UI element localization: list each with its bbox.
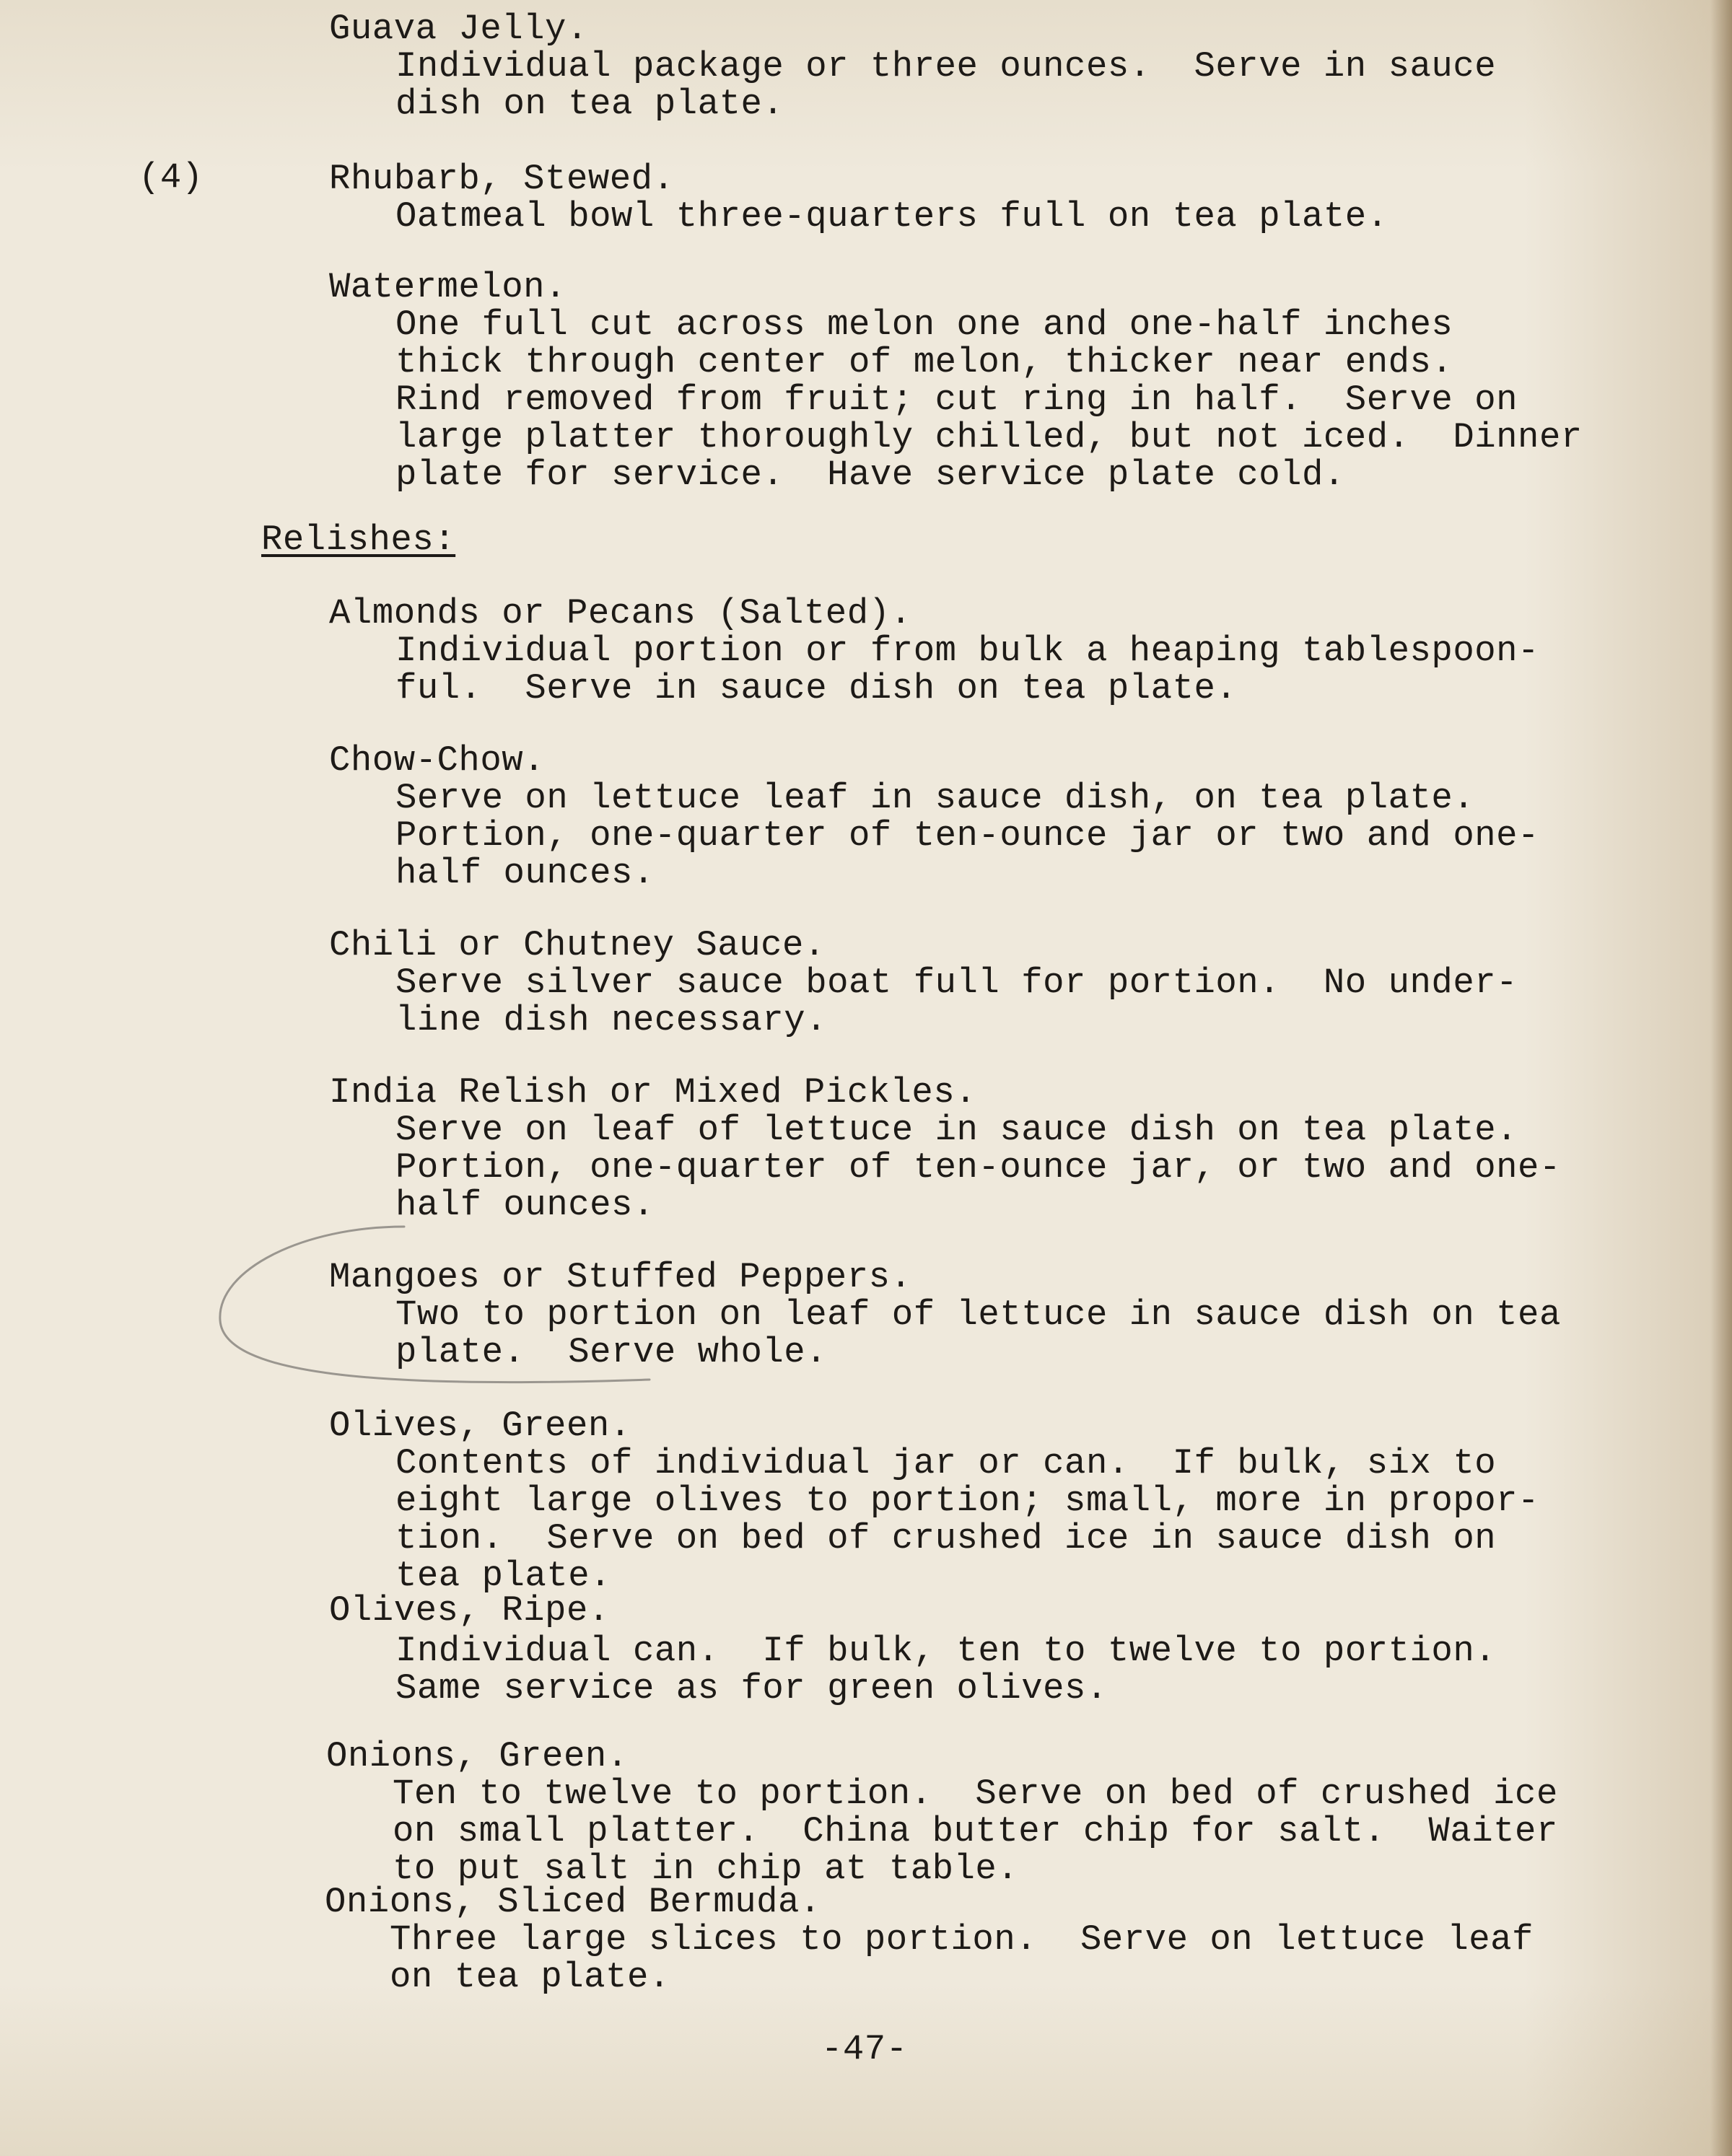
entry-text: Individual package or three ounces. Serve in sauce <box>395 46 1497 87</box>
entry-text: on tea plate. <box>390 1957 670 1997</box>
entry-text: Portion, one-quarter of ten-ounce jar, or two and one- <box>395 1147 1561 1188</box>
entry-text: ful. Serve in sauce dish on tea plate. <box>395 668 1238 709</box>
entry-text: Serve silver sauce boat full for portion. No under- <box>395 963 1518 1003</box>
entry-text: tea plate. <box>395 1556 612 1596</box>
entry-title: Guava Jelly. <box>329 9 588 49</box>
entry-title: Onions, Sliced Bermuda. <box>325 1882 821 1922</box>
entry-title: India Relish or Mixed Pickles. <box>329 1072 977 1113</box>
entry-title: Watermelon. <box>329 267 567 307</box>
entry-title: Almonds or Pecans (Salted). <box>329 593 912 634</box>
entry-text: tion. Serve on bed of crushed ice in sauce dish on <box>395 1518 1497 1559</box>
entry-text: Oatmeal bowl three-quarters full on tea plate. <box>395 196 1388 237</box>
entry-text: half ounces. <box>395 853 655 893</box>
entry-title: Mangoes or Stuffed Peppers. <box>329 1257 912 1297</box>
entry-text: plate. Serve whole. <box>395 1332 828 1372</box>
entry-text: Three large slices to portion. Serve on lettuce leaf <box>390 1919 1534 1960</box>
entry-text: plate for service. Have service plate cold. <box>395 455 1345 495</box>
entry-text: large platter thoroughly chilled, but not iced. Dinner <box>395 417 1583 457</box>
entry-title: Chow-Chow. <box>329 740 546 781</box>
entry-text: Ten to twelve to portion. Serve on bed of crushed ice <box>393 1774 1558 1814</box>
entry-text: Contents of individual jar or can. If bulk, six to <box>395 1443 1497 1484</box>
entry-text: half ounces. <box>395 1185 655 1225</box>
entry-text: Individual can. If bulk, ten to twelve to portion. <box>395 1631 1497 1671</box>
entry-text: dish on tea plate. <box>395 84 784 124</box>
entry-title: Olives, Green. <box>329 1406 631 1446</box>
entry-text: thick through center of melon, thicker near ends. <box>395 342 1453 382</box>
entry-text: Two to portion on leaf of lettuce in sauce dish on tea <box>395 1294 1561 1335</box>
entry-title: Rhubarb, Stewed. <box>329 159 675 199</box>
entry-text: Rind removed from fruit; cut ring in half. Serve on <box>395 380 1518 420</box>
entry-title: Onions, Green. <box>326 1736 629 1776</box>
section-heading: Relishes: <box>261 520 456 560</box>
entry-text: One full cut across melon one and one-half inches <box>395 304 1453 345</box>
page-number: -47- <box>821 2029 908 2069</box>
entry-text: line dish necessary. <box>395 1000 828 1040</box>
entry-text: Portion, one-quarter of ten-ounce jar or two and one- <box>395 815 1539 856</box>
entry-text: Serve on leaf of lettuce in sauce dish on tea plate. <box>395 1110 1518 1150</box>
entry-text: on small platter. China butter chip for salt. Waiter <box>393 1811 1558 1852</box>
section-number: (4) <box>139 157 204 198</box>
entry-title: Olives, Ripe. <box>329 1590 610 1631</box>
page-edge-shadow <box>1710 0 1732 2156</box>
entry-text: Individual portion or from bulk a heaping tablespoon- <box>395 631 1539 671</box>
entry-text: to put salt in chip at table. <box>393 1849 1019 1889</box>
entry-text: Same service as for green olives. <box>395 1668 1108 1709</box>
entry-text: eight large olives to portion; small, more in propor- <box>395 1481 1539 1521</box>
entry-title: Chili or Chutney Sauce. <box>329 925 826 965</box>
entry-text: Serve on lettuce leaf in sauce dish, on tea plate. <box>395 778 1475 818</box>
